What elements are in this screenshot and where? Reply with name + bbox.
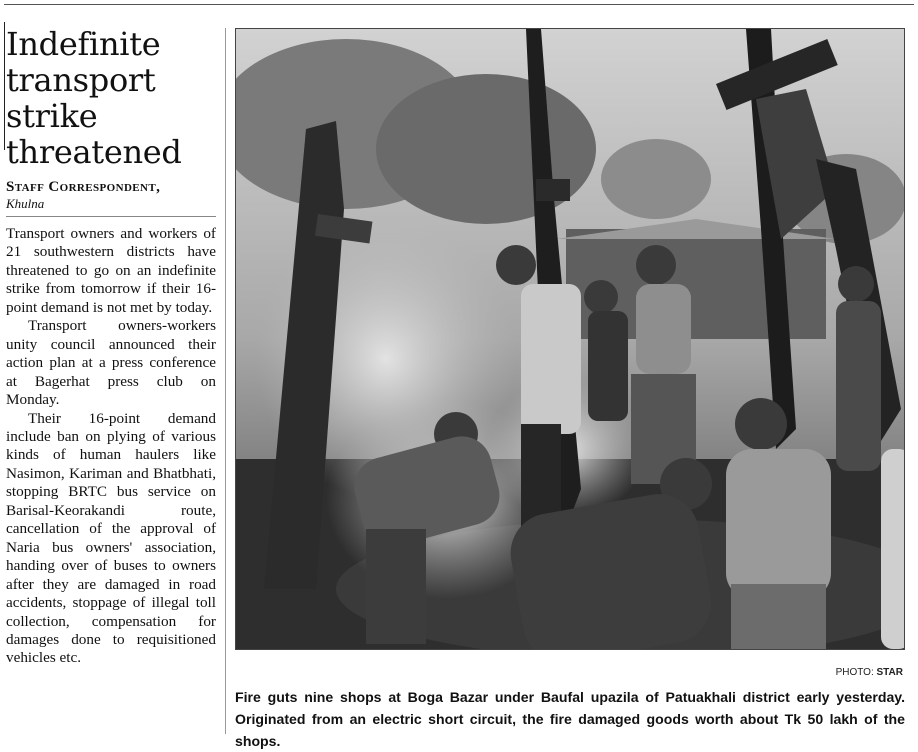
article-paragraph-2: Transport owners-workers unity council announced their action plan at a press conference at Bagerhat press club on Monday.: [6, 317, 216, 409]
article-byline: Staff Correspondent,: [6, 179, 161, 195]
fire-scene-illustration: [236, 29, 904, 649]
photo-credit-prefix: PHOTO:: [835, 667, 874, 678]
news-photo: [235, 28, 905, 650]
column-divider: [225, 28, 226, 734]
photo-credit: [640, 667, 903, 678]
article-paragraph-3: Their 16-point demand include ban on plying of various kinds of human haulers like Nasimon, Kariman and Bhatbhati, stopping BRTC bus service on Barisal-Keorakandi route, cancellation of the approval of Naria bus owners' association, handing over of buses to owners after they are damaged in road accidents, stoppage of illegal toll collection, compensation for damages done to requisitioned vehicles etc.: [6, 409, 216, 667]
article-dateline: Khulna: [6, 196, 45, 211]
top-rule: [4, 4, 914, 5]
byline-rule: [6, 216, 216, 217]
photo-caption: Fire guts nine shops at Boga Bazar under Baufal upazila of Patuakhali district early yesterday. Originated from an electric short circuit, the fire damaged goods worth about Tk 50 lakh of the shops.: [235, 689, 905, 749]
photo-credit-source: STAR: [876, 667, 903, 678]
article-column: [6, 26, 216, 668]
headline-left-rule: [4, 22, 5, 150]
article-headline: Indefinite transport strike threatened: [6, 25, 182, 171]
article-body: [6, 225, 216, 668]
article-paragraph-1: Transport owners and workers of 21 southwestern districts have threatened to go on an indefinite strike from tomorrow if their 16-point demand is not met by today.: [6, 225, 216, 316]
